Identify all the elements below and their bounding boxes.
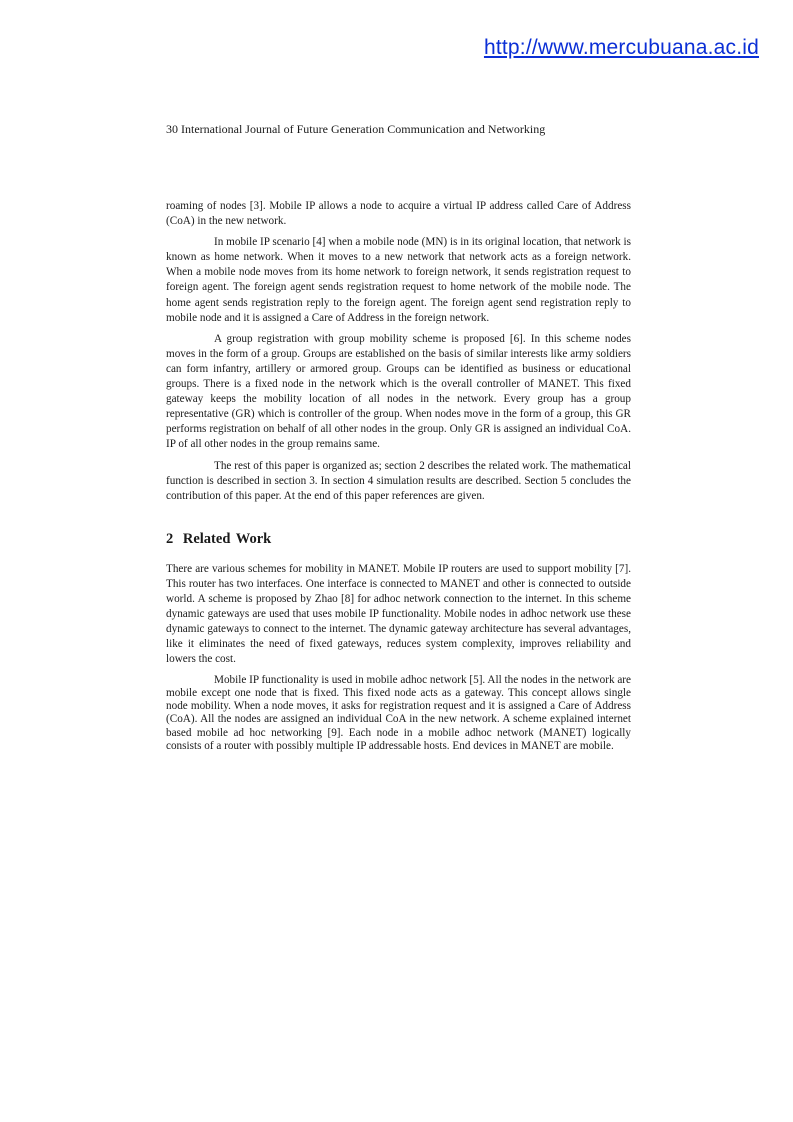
body-paragraph: The rest of this paper is organized as; section 2 describes the related work. The mathematical function is described in section 3. In section 4 simulation results are described. Section 5 concludes the contribution of this paper. At the end of this paper references are given.: [166, 459, 631, 502]
running-header: 30 International Journal of Future Generation Communication and Networking: [166, 122, 546, 136]
site-url-link[interactable]: http://www.mercubuana.ac.id: [483, 36, 759, 59]
section-heading: [166, 532, 631, 547]
page-body: [166, 199, 631, 759]
body-paragraph: A group registration with group mobility scheme is proposed [6]. In this scheme nodes moves in the form of a group. Groups are established on the basis of similar interests like army soldiers can form infantry, artillery or armored group. Groups can be identified as business or educational groups. There is a fixed node in the network which is the overall controller of MANET. This fixed gateway keeps the mobility location of all nodes in the network. Every group has a group representative (GR) which is controller of the group. When nodes move in the form of a group, this GR performs registration on behalf of all other nodes in the group. Only GR is assigned an individual CoA. IP of all other nodes in the group remains same.: [166, 332, 631, 451]
body-paragraph: Mobile IP functionality is used in mobile adhoc network [5]. All the nodes in the network are mobile except one node that is fixed. This fixed node acts as a gateway. This concept allows single node mobility. When a node moves, it asks for registration request and it is assigned a Care of Address (CoA). All the nodes are assigned an individual CoA in the new network. A scheme explained internet based mobile ad hoc networking [9]. Each node in a mobile adhoc network (MANET) logically consists of a router with possibly multiple IP addressable hosts. End devices in MANET are mobile.: [166, 673, 631, 753]
body-paragraph: There are various schemes for mobility in MANET. Mobile IP routers are used to support mobility [7]. This router has two interfaces. One interface is connected to MANET and other is connected to outside world. A scheme is proposed by Zhao [8] for adhoc network connection to the internet. In this scheme dynamic gateways are used that uses mobile IP functionality. Mobile nodes in adhoc network use these dynamic gateways to connect to the internet. The dynamic gateway architecture has several advantages, like it eliminates the need of fixed gateways, reduces system complexity, improves reliability and lowers the cost.: [166, 562, 631, 666]
body-paragraph: In mobile IP scenario [4] when a mobile node (MN) is in its original location, that network is known as home network. When it moves to a new network that network acts as a foreign network. When a mobile node moves from its home network to foreign network, it sends registration request to foreign agent. The foreign agent sends registration request to home network of the mobile node. The home agent sends registration reply to the foreign agent. The foreign agent send registration reply to mobile node and it is assigned a Care of Address in the foreign network.: [166, 236, 631, 324]
body-paragraph: roaming of nodes [3]. Mobile IP allows a node to acquire a virtual IP address called Care of Address (CoA) in the new network.: [166, 200, 631, 228]
section-title: Related Work: [182, 530, 272, 547]
section-number: 2: [166, 530, 174, 547]
